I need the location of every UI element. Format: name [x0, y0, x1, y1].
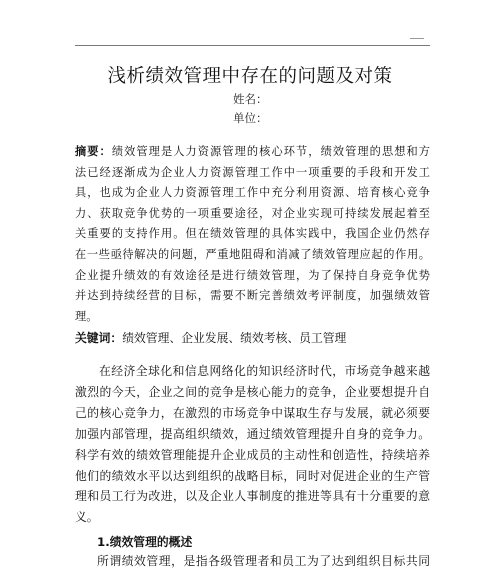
- paragraph-line: 理和员工行为改进，以及企业人事制度的推进等具有十分重要的意: [75, 489, 430, 504]
- section-first-line: 所谓绩效管理，是指各级管理者和员工为了达到组织目标共同: [97, 554, 430, 568]
- abstract-line: 力、获取竞争优势的一项重要途径，对企业实现可持续发展起着至: [75, 206, 430, 220]
- keywords-text: 绩效管理、企业发展、绩效考核、员工管理: [122, 331, 347, 345]
- abstract-line: 摘要：绩效管理是人力资源管理的核心环节，绩效管理的思想和方: [75, 144, 430, 158]
- paragraph-line: 在经济全球化和信息网络化的知识经济时代，市场竞争越来越: [99, 364, 430, 378]
- paragraph-line: 己的核心竞争力，在激烈的市场竞争中谋取生存与发展，就必须要: [75, 405, 430, 420]
- paragraph-line: 激烈的今天，企业之间的竞争是核心能力的竞争，企业要想提升自: [75, 384, 430, 399]
- keywords: [75, 329, 430, 346]
- abstract-line: 并达到持续经营的目标，需要不断完善绩效考评制度，加强绩效管: [75, 289, 430, 303]
- document-title: 浅析绩效管理中存在的问题及对策: [107, 66, 393, 87]
- section-heading: 1.绩效管理的概述: [97, 535, 193, 549]
- keywords-label: 关键词：: [75, 331, 123, 345]
- abstract-line: 关重要的支持作用。但在绩效管理的具体实践中，我国企业仍然存: [75, 227, 430, 241]
- intro-paragraph: [75, 361, 430, 528]
- abstract-line: 具，也成为企业人力资源管理工作中充分利用资源、培育核心竞争: [75, 186, 430, 200]
- paragraph-line: 科学有效的绩效管理能提升企业成员的主动性和创造性，持续培养: [75, 447, 430, 462]
- abstract-label: 摘要：: [75, 144, 112, 158]
- abstract: [75, 141, 430, 327]
- author-name-label: 姓名：: [233, 92, 268, 106]
- abstract-line: 理。: [75, 309, 98, 323]
- header-rule: [75, 45, 430, 46]
- paragraph-line: 他们的绩效水平以达到组织的战略目标，同时对促进企业的生产管: [75, 468, 430, 483]
- author-unit-label: 单位：: [233, 111, 268, 125]
- paragraph-line: 义。: [75, 510, 99, 525]
- abstract-line: 在一些亟待解决的问题，严重地阻碍和消减了绩效管理应起的作用。: [75, 247, 430, 261]
- abstract-line: 企业提升绩效的有效途径是进行绩效管理，为了保持自身竞争优势: [75, 268, 430, 282]
- paragraph-line: 加强内部管理，提高组织绩效，通过绩效管理提升自身的竞争力。: [75, 426, 430, 441]
- abstract-line: 法已经逐渐成为企业人力资源管理工作中一项重要的手段和开发工: [75, 165, 430, 179]
- header-mark: [410, 38, 424, 39]
